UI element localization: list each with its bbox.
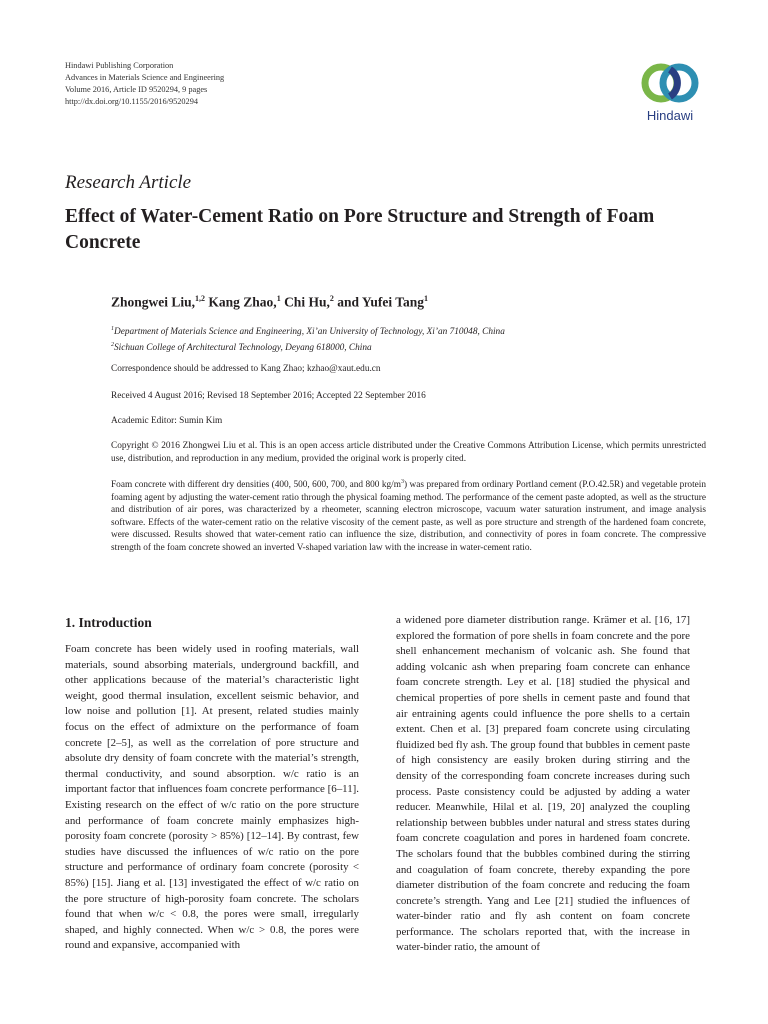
doi-link[interactable]: http://dx.doi.org/10.1155/2016/9520294 bbox=[65, 97, 198, 106]
author-name: Yufei Tang bbox=[361, 294, 425, 310]
author-affil-mark: 1 bbox=[424, 294, 429, 303]
publisher: Hindawi Publishing Corporation bbox=[65, 61, 174, 70]
affiliation-item bbox=[111, 339, 711, 355]
body-column-left: Foam concrete has been widely used in roofing materials, wall materials, sound absorbing materials, underground backfill, and other applications because of the material’s characteristic light weight, good thermal insulation, excellent seismic behavior, and low noise and pollution [1]. At present, related studies mainly focus on the effect of admixture on the performance of foam concrete [2–5], as well as the correlation of pore structure and absolute dry density of foam concrete with the material’s strength, thermal conductivity, and sound absorption. w/c ratio is an important factor that influences foam concrete performance [6–11]. Existing research on the effect of w/c ratio on the pore structure and performance of foam concrete mainly emphasizes high-porosity foam concrete (porosity > 85%) [12–14]. By contrast, few studies have discussed the influences of w/c ratio on the pore structure and performance of ordinary foam concrete (porosity < 85%) [15]. Jiang et al. [13] investigated the effect of w/c ratio on the pore structure of high-porosity foam concrete. The scholars found that when w/c < 0.8, the pores were small, irregularly shaped, and highly connected. When w/c > 0.8, the pores were round and expansive, accompanied with bbox=[65, 643, 359, 952]
paper-title: Effect of Water-Cement Ratio on Pore Structure and Strength of Foam Concrete bbox=[65, 206, 655, 253]
author-name: Chi Hu, bbox=[284, 294, 330, 310]
abstract-superscript: 3 bbox=[401, 479, 404, 485]
abstract-text: Foam concrete with different dry densities (400, 500, 600, 700, and 800 kg/m bbox=[111, 480, 401, 491]
author-affil-mark: 1,2 bbox=[195, 294, 206, 303]
logo-text: Hindawi bbox=[646, 108, 694, 123]
author-list bbox=[111, 294, 428, 311]
author-name: Zhongwei Liu, bbox=[111, 294, 196, 310]
article-type: Research Article bbox=[65, 172, 192, 193]
author-affil-mark: 2 bbox=[329, 294, 334, 303]
author-name: Kang Zhao, bbox=[208, 294, 277, 310]
author-separator: and bbox=[333, 294, 362, 310]
journal-header bbox=[65, 60, 224, 108]
academic-editor: Academic Editor: Sumin Kim bbox=[111, 416, 223, 426]
correspondence: Correspondence should be addressed to Kang Zhao; kzhao@xaut.edu.cn bbox=[111, 364, 381, 374]
affiliation-item bbox=[111, 323, 711, 339]
hindawi-logo bbox=[632, 60, 708, 123]
section-heading: 1. Introduction bbox=[65, 615, 152, 630]
affiliation-number: 2 bbox=[111, 341, 114, 348]
abstract-text: ) was prepared from ordinary Portland cement (P.O.42.5R) and vegetable protein foaming agent by adjusting the water-cement ratio through the physical foaming method. The performance of the cement paste adopted, as well as the structure and distribution of air pores, was characterized by a rheometer, scanning electron microscope, vacuum water saturation instrument, and image analysis software. Effects of the water-cement ratio on the relative viscosity of the cement paste, as well as pore structure and strength of the hardened foam concrete, were discussed. Results showed that water-cement ratio can influence the size, distribution, and connectivity of pores in foam concrete. The compressive strength of the foam concrete showed an inverted V-shaped variation law with the increase in water-cement ratio. bbox=[111, 480, 707, 553]
body-column-right: a widened pore diameter distribution range. Krämer et al. [16, 17] explored the formation of pore shells in foam concrete and the pore shell enhancement mechanism of volcanic ash. She found that adding volcanic ash when preparing foam concrete can enhance foam concrete strength. Ley et al. [18] studied the physical and chemical properties of pore shells in cement paste and found that air entraining agents could influence the pore shells to a certain extent. Chen et al. [3] prepared foam concrete using circulating fluidized bed fly ash. The group found that bubbles in cement paste of high consistency are easily broken during stirring and the density of the corresponding foam concrete increases during such process. Paste consistency could be adjusted by adding a water reducer. Meanwhile, Hilal et al. [19, 20] analyzed the coupling relationship between bubbles under natural and stress states during foam concrete coagulation and pores in hardened foam concrete. The scholars found that the bubbles combined during the stirring and coagulation of foam concrete, thereby expanding the pore diameter distribution of the foam concrete and reducing the foam concrete’s strength. Yang and Lee [21] studied the influences of water-binder ratio and fly ash content on foam concrete performance. The scholars reported that, with the increase in water-binder ratio, the amount of bbox=[396, 614, 690, 954]
affiliation-text: Department of Materials Science and Engineering, Xi’an University of Technology, Xi’an 710048, China bbox=[114, 327, 505, 338]
affiliations bbox=[111, 323, 711, 354]
publication-dates: Received 4 August 2016; Revised 18 September 2016; Accepted 22 September 2016 bbox=[111, 391, 426, 401]
affiliation-number: 1 bbox=[111, 326, 114, 332]
journal-name: Advances in Materials Science and Engineering bbox=[65, 73, 225, 82]
hindawi-logo-icon bbox=[632, 60, 708, 106]
volume-info: Volume 2016, Article ID 9520294, 9 pages bbox=[65, 85, 208, 94]
affiliation-text: Sichuan College of Architectural Technology, Deyang 618000, China bbox=[114, 342, 372, 353]
author-affil-mark: 1 bbox=[276, 294, 281, 303]
copyright-notice: Copyright © 2016 Zhongwei Liu et al. This is an open access article distributed under the Creative Commons Attribution License, which permits unrestricted use, distribution, and reproduction in any medium, provided the original work is properly cited. bbox=[111, 441, 706, 464]
abstract bbox=[111, 476, 706, 554]
